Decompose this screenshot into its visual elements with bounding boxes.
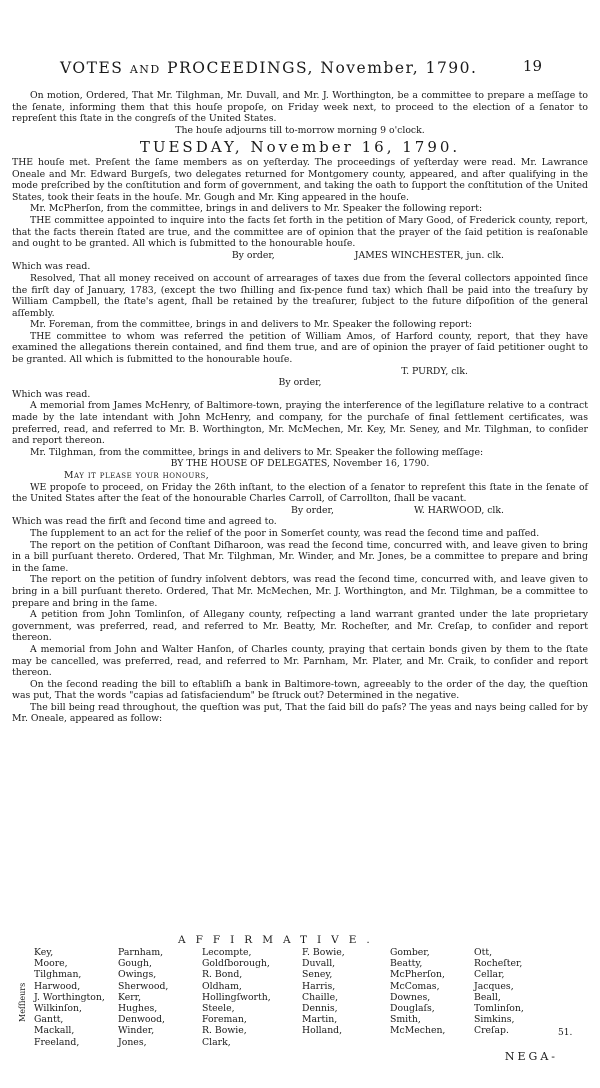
by-order: By order, [231,249,275,261]
by-order: By order, [278,377,322,389]
affirmative-list [18,947,578,1067]
paragraph-insolvent: The report on the petition of ſundry inſolvent debtors, was read the ſecond time, concurred with, and leave given to bring in a bill purſuant thereto. Ordered, That Mr. McMechen, Mr. J. Worthington, and Mr. Tilghman, be a committee to prepare and bring in the ſame. [12,574,588,609]
paragraph-tilghman: Mr. Tilghman, from the committee, brings in and delivers to Mr. Speaker the following meſſage: [30,446,484,458]
messieurs-label: Meſſieurs [18,982,27,1022]
clerk-name: T. PURDY, clk. [401,365,468,377]
vote-count: 51. [558,1028,573,1038]
signature-winchester [12,250,588,262]
list-item: Seney, [302,969,333,981]
list-item: Goldſborough, [202,958,270,970]
vote-column-6 [474,947,524,1037]
list-item: Dennis, [302,1003,338,1015]
list-item: Gough, [118,958,152,970]
list-item: Creſap. [474,1025,509,1037]
by-order: By order, [291,504,334,516]
paragraph-somerset: The ſupplement to an act for the relief of the poor in Somerſet county, was read the ſecond time and paſſed. [30,527,540,539]
list-item: Ott, [474,947,493,958]
vote-column-4 [302,947,345,1037]
list-item: Lecompte, [202,947,252,958]
adjournment-line: The houſe adjourns till to-morrow morning 9 o'clock. [175,124,425,136]
running-head-and: and [129,59,161,77]
list-item: Tomlinſon, [474,1003,524,1015]
list-item: Holland, [302,1025,343,1037]
list-item: Tilghman, [34,969,82,981]
list-item: Hughes, [118,1003,158,1015]
list-item: Jones, [118,1036,147,1048]
report-mary-good: THE committee appointed to inquire into the facts ſet forth in the petition of Mary Good, of Frederick county, report, that the facts therein ſtated are true, and the committee are of opinion that the prayer of the ſaid petition is reaſonable and ought to be granted. All which is ſubmitted to the honourable houſe. [12,214,588,250]
list-item: Gantt, [34,1014,64,1026]
list-item: McComas, [390,980,440,992]
list-item: Clark, [202,1036,231,1048]
list-item: McPherſon, [390,969,445,981]
running-head-date: November, 1790. [320,59,478,77]
list-item: F. Bowie, [302,947,345,958]
list-item: Cellar, [474,969,505,981]
list-item: Douglaſs, [390,1003,435,1015]
paragraph-motion: On motion, Ordered, That Mr. Tilghman, Mr. Duvall, and Mr. J. Worthington, be a committee to prepare a meſſage to the ſenate, informing them that this houſe propoſe, on Friday week next, to proceed to the election of a ſenator to repreſent this ſtate in the congreſs of the United States. [12,90,588,125]
running-head [60,59,477,77]
list-item: Martin, [302,1014,338,1026]
list-item: Freeland, [34,1036,80,1048]
vote-column-3 [202,947,271,1048]
list-item: Smith, [390,1014,421,1026]
running-head-votes: VOTES [60,59,124,77]
running-head-proceedings: PROCEEDINGS, [167,59,314,77]
report-william-amos: THE committee to whom was referred the petition of William Amos, of Harford county, report, that they have examined the allegations therein contained, and find them true, and are of opinion the prayer of ſaid petitioner ought to be granted. All which is ſubmitted to the honourable houſe. [12,330,588,366]
paragraph-mcpherson: Mr. McPherſon, from the committee, brings in and delivers to Mr. Speaker the following report: [30,203,483,215]
list-item: Harwood, [34,980,81,992]
signature-harwood [12,505,588,517]
resolution-arrearages: Resolved, That all money received on account of arrearages of taxes due from the ſeveral collectors appointed ſince the firſt day of January, 1783, (except the two ſhilling and ſix-pence fund tax) which ſhall be paid into the treaſury by William Campbell, the ſtate's agent, ſhall be retained by the treaſurer, ſubject to the future diſpoſition of the general aſſembly. [12,272,588,319]
list-item: Duvall, [302,958,336,970]
paragraph-hanson: A memorial from John and Walter Hanſon, of Charles county, praying that certain bonds given by them to the ſtate may be cancelled, was preferred, read, and referred to Mr. Parnham, Mr. Plater, and Mr. Craik, to conſider and report thereon. [12,643,588,679]
message-heading: BY THE HOUSE OF DELEGATES, November 16, 1790. [170,458,430,470]
list-item: Hollingſworth, [202,991,271,1003]
page-number: 19 [522,57,542,75]
which-was-read: Which was read. [12,261,91,273]
list-item: Sherwood, [118,980,169,992]
paragraph-bank: On the ſecond reading the bill to eſtabliſh a bank in Baltimore-town, agreeably to the order of the day, the queſtion was put, That the words "capias ad ſatisfaciendum" be ſtruck out? Determined in the negative. [12,678,588,702]
list-item: Kerr, [118,991,142,1003]
list-item: Winder, [118,1025,155,1037]
list-item: Gomber, [390,947,430,958]
list-item: Beatty, [390,958,423,970]
body-text [12,90,588,725]
list-item: Mackall, [34,1025,75,1037]
list-item: Foreman, [202,1014,247,1026]
list-item: Wilkinſon, [34,1003,82,1015]
list-item: Key, [34,947,54,958]
list-item: Rocheſter, [474,958,523,970]
list-item: Simkins, [474,1014,515,1026]
paragraph-agreed: Which was read the firſt and ſecond time and agreed to. [12,516,277,528]
list-item: Denwood, [118,1014,166,1026]
vote-heading: AFFIRMATIVE. [178,934,380,946]
list-item: J. Worthington, [34,991,105,1003]
list-item: Steele, [202,1003,235,1015]
list-item: Oldham, [202,980,242,992]
list-item: R. Bowie, [202,1025,247,1037]
clerk-name: JAMES WINCHESTER, jun. clk. [354,249,504,261]
paragraph-foreman: Mr. Foreman, from the committee, brings in and delivers to Mr. Speaker the following report: [30,319,472,331]
vote-column-5 [390,947,445,1037]
which-was-read: Which was read. [12,388,91,400]
paragraph-disharoon: The report on the petition of Conſtant Diſharoon, was read the ſecond time, concurred with, and leave given to bring in a bill purſuant thereto. Ordered, That Mr. Tilghman, Mr. Winder, and Mr. Jones, be a committee to prepare and bring in the ſame. [12,539,588,574]
list-item: Beall, [474,991,501,1003]
paragraph-house-met: THE houſe met. Preſent the ſame members as on yeſterday. The proceedings of yeſterday were read. Mr. Lawrance Oneale and Mr. Edward Burgeſs, two delegates returned for Montgomery county, appeared, and after qualifying in the mode preſcribed by the conſtitution and form of government, and taking the oath to ſupport the conſtitution of the United States, took their ſeats in the houſe. Mr. Gough and Mr. King appeared in the houſe. [12,156,588,203]
clerk-name: W. HARWOOD, clk. [413,504,504,516]
message-text: WE propoſe to proceed, on Friday the 26th inſtant, to the election of a ſenator to repreſent this ſtate in the ſenate of the United States after the ſeat of the honourable Charles Carroll, of Carrollton, ſhall be vacant. [12,481,588,505]
list-item: Parnham, [118,947,164,958]
list-item: Jacques, [474,980,514,992]
list-item: Moore, [34,958,68,970]
list-item: McMechen, [390,1025,446,1037]
message-address: May it please your honours, [64,470,210,481]
memorial-mchenry: A memorial from James McHenry, of Baltimore-town, praying the interference of the legiſlature relative to a contract made by the late intendant with John McHenry, and company, for the purchaſe of final ſettlement certificates, was preferred, read, and referred to Mr. B. Worthington, Mr. McMechen, Mr. Key, Mr. Seney, and Mr. Tilghman, to conſider and report thereon. [12,400,588,447]
vote-column-2 [118,947,168,1048]
catchword: NEGA- [504,1050,558,1063]
list-item: Harris, [302,980,336,992]
list-item: Downes, [390,991,431,1003]
vote-column-1 [34,947,105,1048]
list-item: R. Bond, [202,969,243,981]
list-item: Owings, [118,969,157,981]
day-heading: TUESDAY, November 16, 1790. [139,138,461,157]
paragraph-yeas-nays: The bill being read throughout, the queſtion was put, That the ſaid bill do paſs? The yeas and nays being called for by Mr. Oneale, appeared as follow: [12,701,588,725]
list-item: Chaille, [302,991,339,1003]
paragraph-tomlinson: A petition from John Tomlinſon, of Allegany county, reſpecting a land warrant granted under the late proprietary government, was preferred, read, and referred to Mr. Beatty, Mr. Rocheſter, and Mr. Creſap, to conſider and report thereon. [12,609,588,644]
